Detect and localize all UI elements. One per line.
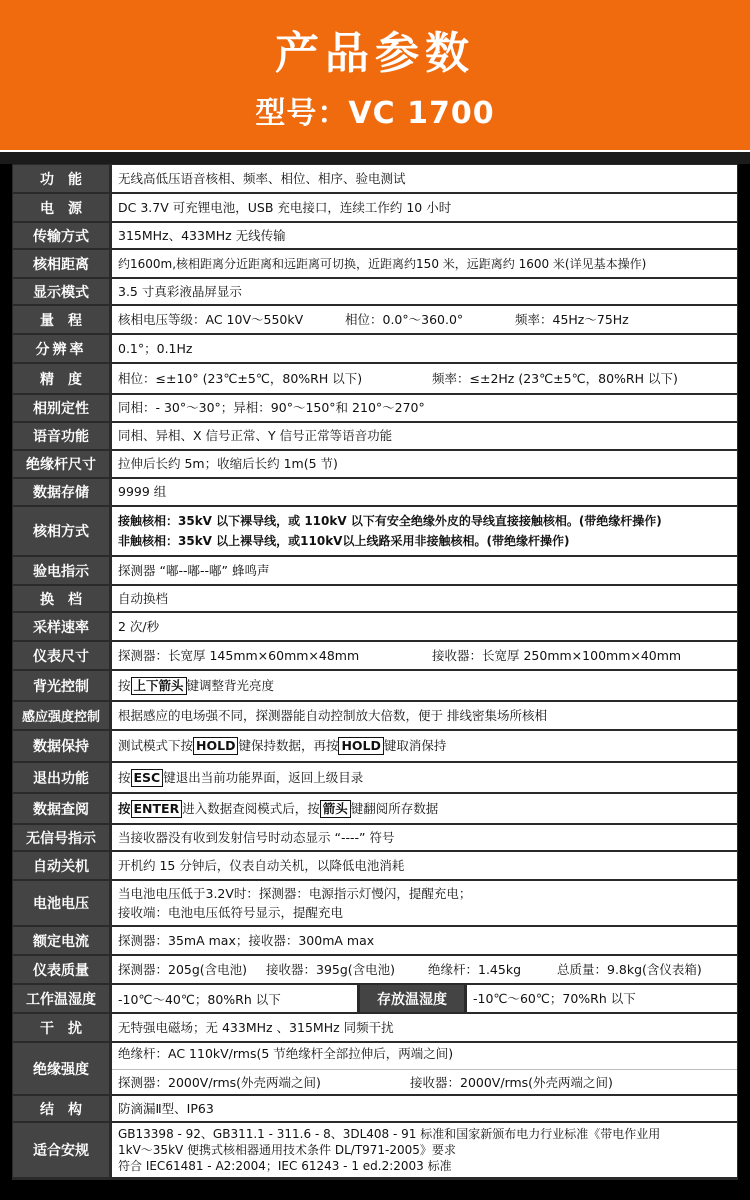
spec-row-function [13, 165, 737, 192]
storage-temp-value: -10℃～60℃；70%Rh 以下 [467, 985, 737, 1012]
spec-label: 自动关机 [13, 852, 109, 879]
spec-label: 适合安规 [13, 1123, 109, 1177]
spec-row-standards [13, 1123, 737, 1177]
spec-row-phase-judgement [13, 395, 737, 421]
spec-label: 绝缘强度 [13, 1043, 109, 1094]
spec-row-data-query [13, 794, 737, 823]
spec-label: 结构 [13, 1096, 109, 1121]
spec-value: 开机约 15 分钟后，仪表自动关机，以降低电池消耗 [112, 852, 737, 879]
spec-value [112, 1123, 737, 1177]
page-header [0, 0, 750, 152]
spec-row-backlight [13, 671, 737, 700]
model-number: 型号：VC 1700 [255, 96, 495, 131]
spec-row-insulation [13, 1043, 737, 1094]
spec-label: 量程 [13, 306, 109, 333]
page-title: 产品参数 [275, 28, 475, 79]
spec-label: 相别定性 [13, 395, 109, 421]
range-voltage: 核相电压等级：AC 10V～550kV [118, 311, 304, 327]
spec-row-mass [13, 956, 737, 983]
text-segment: 键退出当前功能界面，返回上级目录 [163, 769, 364, 785]
spec-row-temperature [13, 985, 737, 1012]
spec-value: 同相：- 30°～30°；异相：90°～150°和 210°～270° [112, 395, 737, 421]
storage-temp-label: 存放温湿度 [360, 985, 464, 1012]
spec-value [112, 794, 737, 823]
spec-value [112, 642, 737, 669]
spec-row-no-signal [13, 825, 737, 850]
spec-value: 无线高低压语音核相、频率、相位、相序、验电测试 [112, 165, 737, 192]
insulation-devices [112, 1069, 737, 1091]
spec-value: 无特强电磁场；无 433MHz 、315MHz 同频干扰 [112, 1014, 737, 1041]
text-segment: 键调整背光亮度 [186, 677, 275, 693]
spec-value [112, 364, 737, 393]
text-segment: 键翻阅所存数据 [350, 800, 439, 816]
spec-label: 采样速率 [13, 613, 109, 640]
size-detector: 探测器：长宽厚 145mm×60mm×48mm [118, 647, 360, 663]
insulation-detector: 探测器：2000V/rms(外壳两端之间) [118, 1074, 321, 1090]
spec-value [112, 1043, 737, 1094]
header-divider [0, 152, 750, 164]
spec-value: 同相、异相、X 信号正常、Y 信号正常等语音功能 [112, 423, 737, 449]
accuracy-phase: 相位：≤±10° (23℃±5℃，80%RH 以下) [118, 370, 363, 386]
battery-receiver: 接收端：电池电压低符号显示，提醒充电 [118, 905, 344, 920]
spec-row-resolution [13, 335, 737, 362]
spec-row-battery [13, 881, 737, 925]
text-segment: 键保持数据，再按 [238, 738, 339, 753]
spec-value: 防滴漏Ⅱ型、IP63 [112, 1096, 737, 1121]
spec-value: 自动换档 [112, 586, 737, 611]
spec-value: 3.5 寸真彩液晶屏显示 [112, 279, 737, 304]
method-noncontact: 非触核相：35kV 以上裸导线，或110kV以上线路采用非接触核相。(带绝缘杆操作) [118, 534, 570, 548]
spec-row-dimensions [13, 642, 737, 669]
spec-label: 无信号指示 [13, 825, 109, 850]
spec-value [112, 731, 737, 761]
spec-value [112, 763, 737, 792]
spec-value: 探测器 “嘟--嘟--嘟” 蜂鸣声 [112, 557, 737, 584]
spec-row-sensitivity [13, 702, 737, 729]
text-segment: 测试模式下按 [118, 738, 194, 753]
spec-value [112, 956, 737, 983]
spec-label: 数据存储 [13, 479, 109, 505]
spec-label: 核相方式 [13, 507, 109, 555]
spec-row-range [13, 306, 737, 333]
spec-label: 感应强度控制 [13, 702, 109, 729]
spec-label: 仪表尺寸 [13, 642, 109, 669]
spec-label: 绝缘杆尺寸 [13, 451, 109, 477]
text-segment: 按 [118, 677, 131, 693]
spec-row-accuracy [13, 364, 737, 393]
spec-label: 仪表质量 [13, 956, 109, 983]
spec-row-distance [13, 250, 737, 277]
spec-row-display [13, 279, 737, 304]
spec-row-pole-size [13, 451, 737, 477]
spec-value: 根据感应的电场强不同，探测器能自动控制放大倍数，便于 排线密集场所核相 [112, 702, 737, 729]
key-hold: HOLD [193, 737, 238, 755]
spec-label: 精度 [13, 364, 109, 393]
spec-value: 当接收器没有收到发射信号时动态显示 “----” 符号 [112, 825, 737, 850]
key-hold: HOLD [338, 737, 383, 755]
spec-label: 退出功能 [13, 763, 109, 792]
spec-label: 语音功能 [13, 423, 109, 449]
spec-value [112, 507, 737, 555]
spec-value [112, 306, 737, 333]
spec-value: 9999 组 [112, 479, 737, 505]
standards-line: 1kV～35kV 便携式核相器通用技术条件 DL/T971-2005》要求 [118, 1143, 456, 1157]
spec-row-indicator [13, 557, 737, 584]
key-esc: ESC [131, 769, 164, 787]
spec-row-current [13, 927, 737, 954]
spec-row-range-switch [13, 586, 737, 611]
text-segment: 按 [118, 769, 131, 785]
mass-detector: 探测器：205g(含电池) [118, 961, 248, 977]
spec-label: 额定电流 [13, 927, 109, 954]
spec-value [112, 881, 737, 925]
mass-pole: 绝缘杆：1.45kg [428, 961, 522, 977]
mass-total: 总质量：9.8kg(含仪表箱) [557, 961, 702, 977]
range-phase: 相位：0.0°～360.0° [345, 311, 464, 327]
spec-label: 功能 [13, 165, 109, 192]
spec-label: 数据保持 [13, 731, 109, 761]
spec-label: 工作温湿度 [13, 985, 109, 1012]
spec-label: 电源 [13, 194, 109, 221]
spec-label: 分辨率 [13, 335, 109, 362]
spec-label: 背光控制 [13, 671, 109, 700]
spec-label: 干扰 [13, 1014, 109, 1041]
spec-label: 换档 [13, 586, 109, 611]
spec-value [112, 671, 737, 700]
spec-row-auto-off [13, 852, 737, 879]
spec-value: 315MHz、433MHz 无线传输 [112, 223, 737, 248]
spec-label: 核相距离 [13, 250, 109, 277]
spec-row-voice [13, 423, 737, 449]
spec-value: 探测器：35mA max；接收器：300mA max [112, 927, 737, 954]
spec-label: 数据查阅 [13, 794, 109, 823]
mass-receiver: 接收器：395g(含电池) [266, 961, 396, 977]
range-frequency: 频率：45Hz～75Hz [515, 311, 629, 327]
spec-label: 电池电压 [13, 881, 109, 925]
spec-row-exit [13, 763, 737, 792]
standards-line: 符合 IEC61481 - A2:2004；IEC 61243 - 1 ed.2:2003 标准 [118, 1159, 452, 1173]
spec-value: DC 3.7V 可充锂电池，USB 充电接口，连续工作约 10 小时 [112, 194, 737, 221]
method-contact: 接触核相：35kV 以下裸导线，或 110kV 以下有安全绝缘外皮的导线直接接触核相。(带绝缘杆操作) [118, 514, 662, 528]
insulation-receiver: 接收器：2000V/rms(外壳两端之间) [410, 1074, 613, 1090]
spec-label: 显示模式 [13, 279, 109, 304]
key-arrows: 上下箭头 [131, 677, 187, 695]
insulation-pole: 绝缘杆：AC 110kV/rms(5 节绝缘杆全部拉伸后，两端之间) [118, 1046, 454, 1062]
battery-detector: 当电池电压低于3.2V时：探测器：电源指示灯慢闪，提醒充电； [118, 886, 472, 901]
operating-temp-value: -10℃～40℃；80%Rh 以下 [112, 985, 357, 1012]
spec-label: 传输方式 [13, 223, 109, 248]
text-segment: 键取消保持 [383, 738, 447, 753]
spec-row-transmission [13, 223, 737, 248]
spec-row-power [13, 194, 737, 221]
spec-table [12, 164, 738, 1180]
spec-row-structure [13, 1096, 737, 1121]
spec-row-interference [13, 1014, 737, 1041]
text-segment: 按 [118, 800, 131, 816]
standards-line: GB13398 - 92、GB311.1 - 311.6 - 8、3DL408 - 91 标准和国家新颁布电力行业标准《带电作业用 [118, 1127, 661, 1141]
spec-value: 2 次/秒 [112, 613, 737, 640]
spec-row-sample-rate [13, 613, 737, 640]
spec-value: 约1600m,核相距离分近距离和远距离可切换，近距离约150 米，远距离约 1600 米(详见基本操作) [112, 250, 737, 277]
spec-label: 验电指示 [13, 557, 109, 584]
spec-row-storage [13, 479, 737, 505]
spec-value: 0.1°；0.1Hz [112, 335, 737, 362]
key-enter: ENTER [131, 800, 183, 818]
spec-row-method [13, 507, 737, 555]
accuracy-frequency: 频率：≤±2Hz (23℃±5℃，80%RH 以下) [432, 370, 678, 386]
spec-row-data-hold [13, 731, 737, 761]
text-segment: 进入数据查阅模式后，按 [182, 800, 320, 816]
key-arrows: 箭头 [320, 800, 351, 818]
size-receiver: 接收器：长宽厚 250mm×100mm×40mm [432, 647, 682, 663]
spec-value: 拉伸后长约 5m；收缩后长约 1m(5 节) [112, 451, 737, 477]
